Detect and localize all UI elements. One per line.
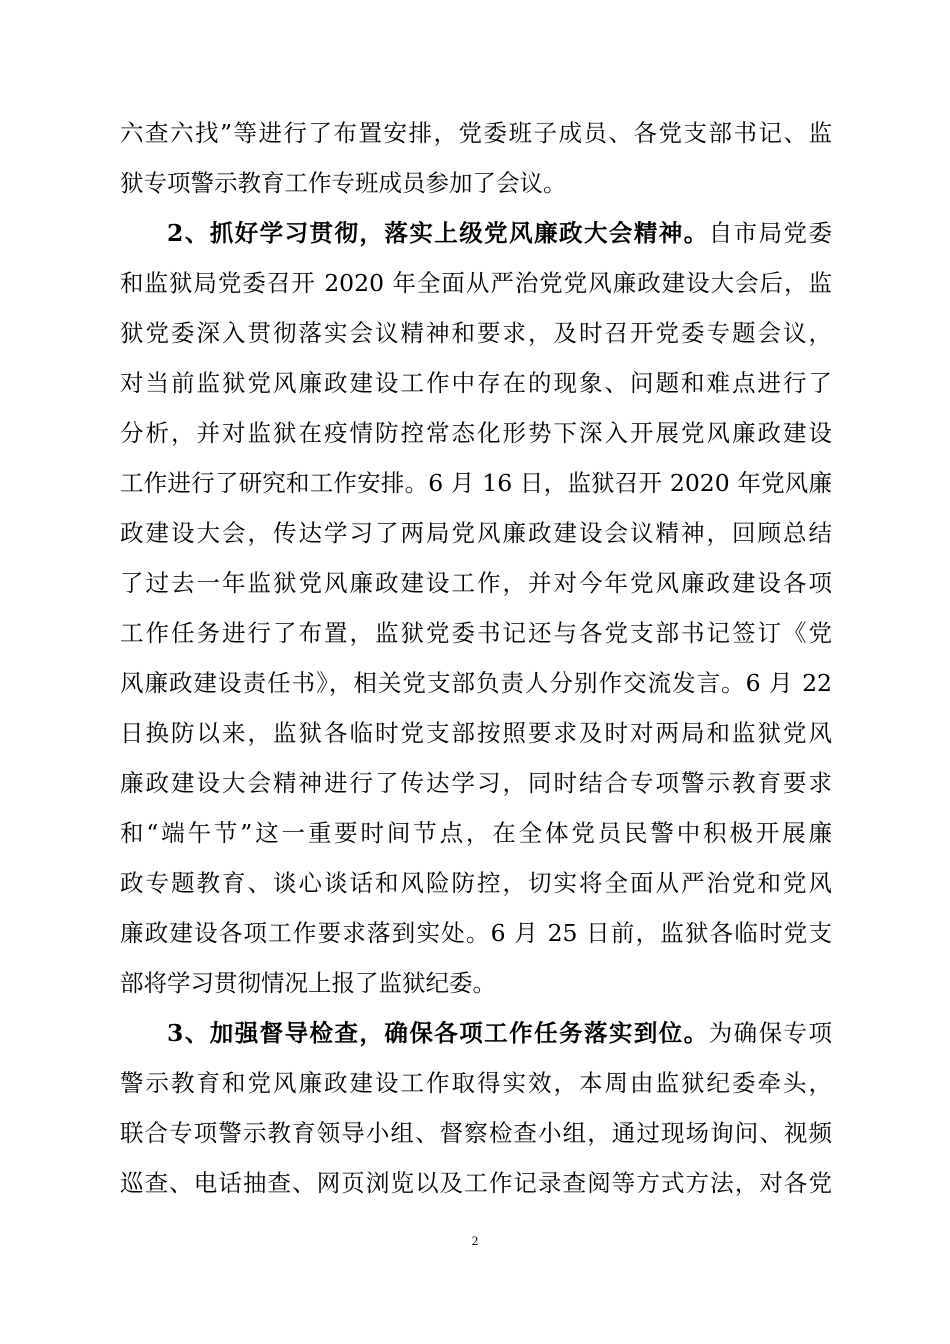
text-line: 联合专项警示教育领导小组、督察检查小组，通过现场询问、视频: [120, 1119, 832, 1147]
text-line: 部将学习贯彻情况上报了监狱纪委。: [120, 969, 496, 997]
section-heading: 3、加强督导检查，确保各项工作任务落实到位。: [167, 1019, 709, 1047]
text-line: 巡查、电话抽查、网页浏览以及工作记录查阅等方式方法，对各党: [120, 1169, 832, 1197]
text-line: 了过去一年监狱党风廉政建设工作，并对今年党风廉政建设各项: [120, 569, 832, 597]
text-line: 政专题教育、谈心谈话和风险防控，切实将全面从严治党和党风: [120, 869, 832, 897]
text-line: 政建设大会，传达学习了两局党风廉政建设会议精神，回顾总结: [120, 519, 832, 547]
text-line: 廉政建设大会精神进行了传达学习，同时结合专项警示教育要求: [120, 769, 832, 797]
text-line: 狱专项警示教育工作专班成员参加了会议。: [120, 169, 567, 197]
text-line: 警示教育和党风廉政建设工作取得实效，本周由监狱纪委牵头，: [120, 1069, 832, 1097]
paragraph-first-line: [167, 213, 832, 253]
text-line: 和“端午节”这一重要时间节点，在全体党员民警中积极开展廉: [120, 819, 832, 847]
text-run: 为确保专项: [708, 1019, 832, 1047]
text-run: 自市局党委: [708, 219, 832, 247]
paragraph-first-line: [167, 1013, 832, 1053]
section-heading: 2、抓好学习贯彻，落实上级党风廉政大会精神。: [167, 219, 709, 247]
text-line: 对当前监狱党风廉政建设工作中存在的现象、问题和难点进行了: [120, 369, 832, 397]
text-line: 六查六找”等进行了布置安排，党委班子成员、各党支部书记、监: [120, 119, 832, 147]
text-line: 日换防以来，监狱各临时党支部按照要求及时对两局和监狱党风: [120, 719, 832, 747]
text-line: 狱党委深入贯彻落实会议精神和要求，及时召开党委专题会议，: [120, 319, 832, 347]
text-line: 分析，并对监狱在疫情防控常态化形势下深入开展党风廉政建设: [120, 419, 832, 447]
text-line: 和监狱局党委召开 2020 年全面从严治党党风廉政建设大会后，监: [120, 269, 832, 297]
text-line: 风廉政建设责任书》，相关党支部负责人分别作交流发言。6 月 22: [120, 669, 832, 697]
text-line: 工作进行了研究和工作安排。6 月 16 日，监狱召开 2020 年党风廉: [120, 469, 832, 497]
text-line: 廉政建设各项工作要求落到实处。6 月 25 日前，监狱各临时党支: [120, 919, 832, 947]
text-line: 工作任务进行了布置，监狱党委书记还与各党支部书记签订《党: [120, 619, 832, 647]
page-number: 2: [471, 1233, 479, 1248]
